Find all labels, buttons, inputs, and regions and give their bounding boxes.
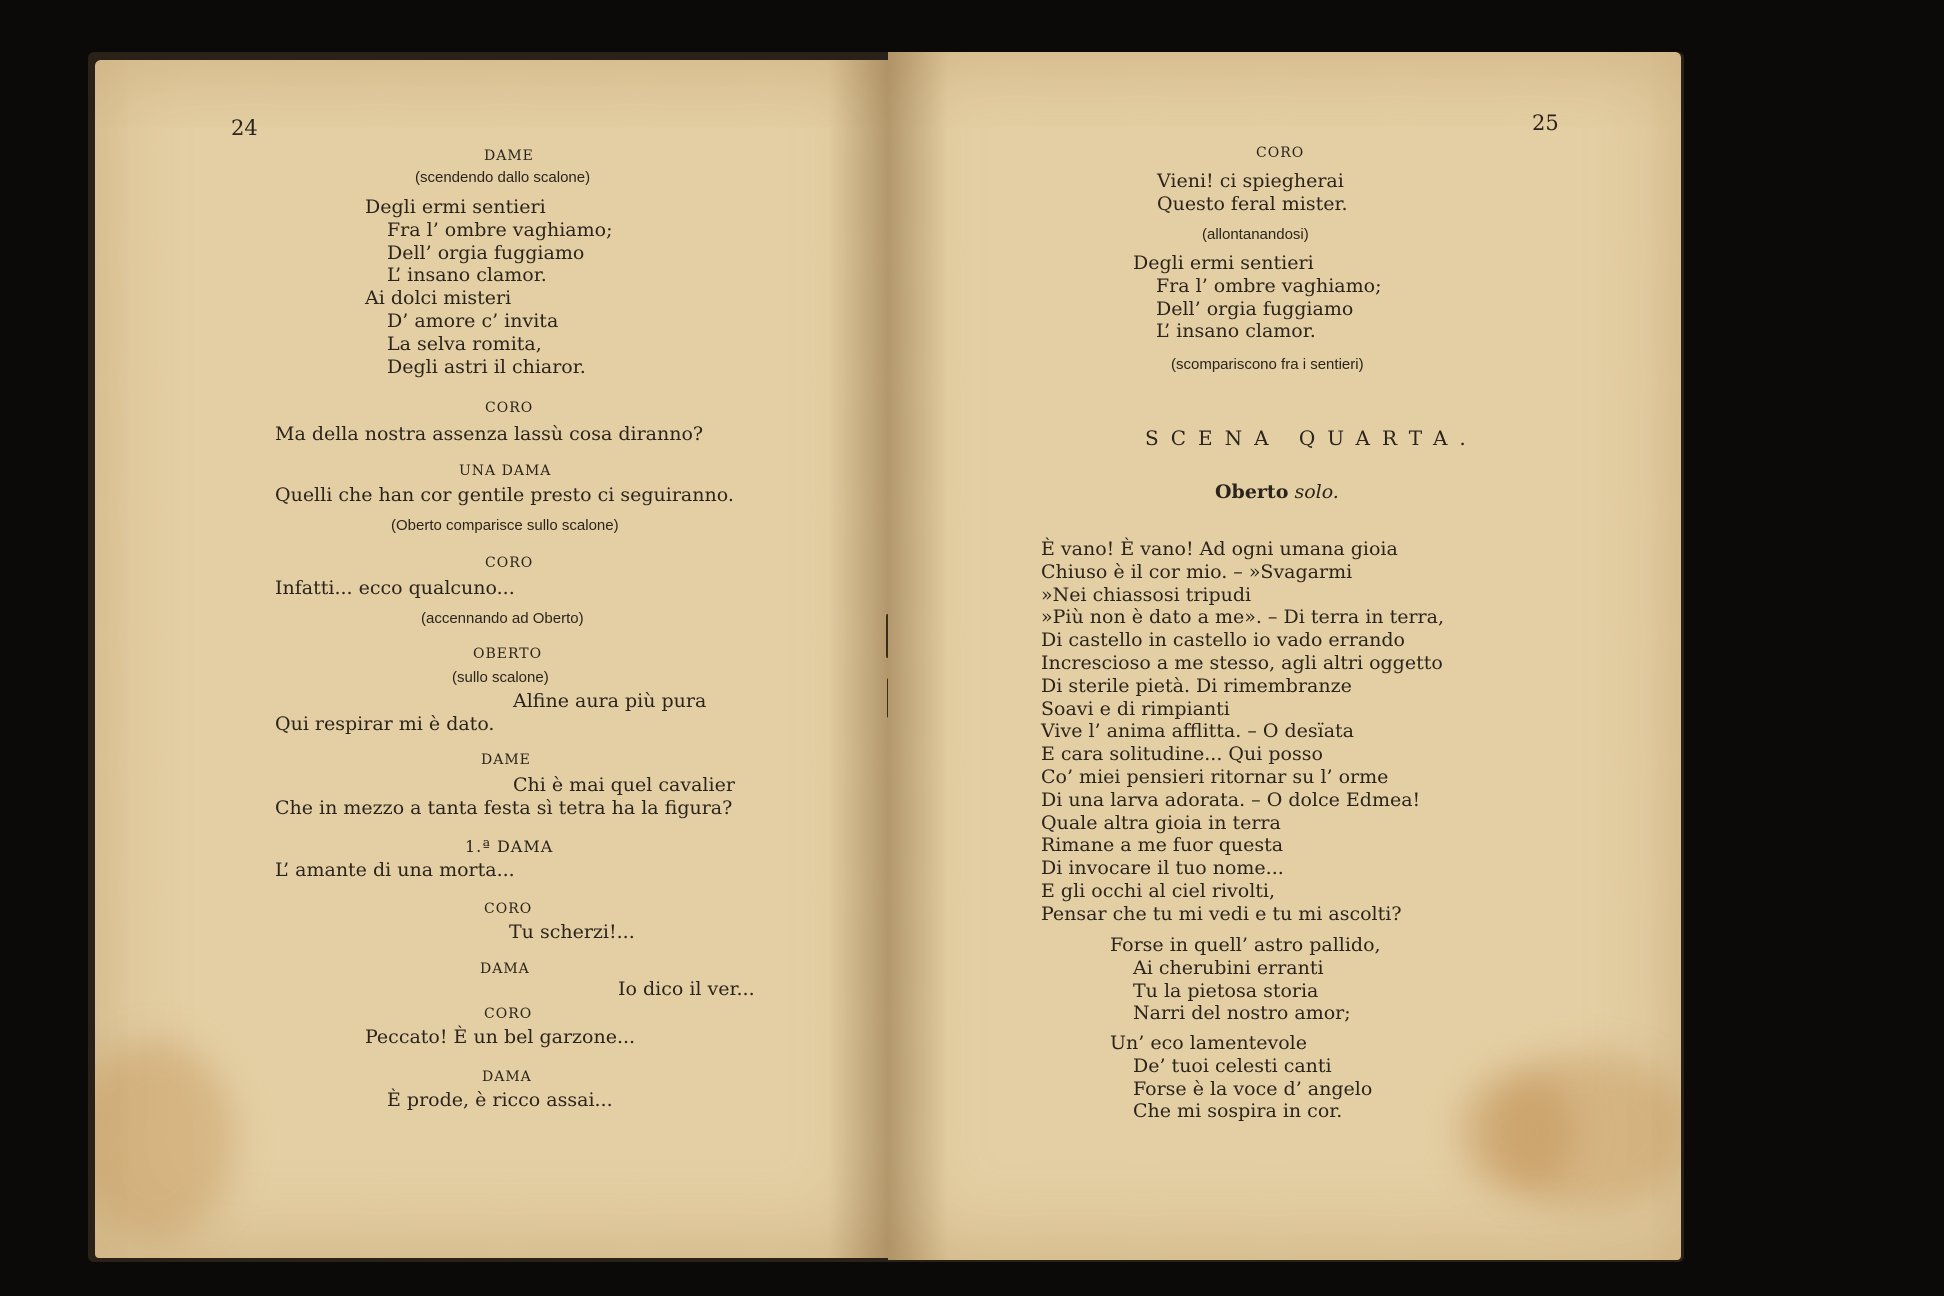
verse-line: E gli occhi al ciel rivolti, (1041, 879, 1276, 902)
verse-line: D’ amore c’ invita (387, 309, 559, 332)
left-page (95, 60, 888, 1258)
stage-direction: (allontanandosi) (1202, 226, 1309, 243)
verse-line: Vieni! ci spiegherai (1157, 170, 1344, 192)
page-number: 25 (1532, 111, 1559, 135)
verse-line: Chi è mai quel cavalier (513, 774, 735, 796)
speaker-label: CORO (484, 1006, 533, 1022)
speaker-label: DAMA (480, 961, 530, 977)
stage-direction: (sullo scalone) (452, 669, 549, 686)
verse-line: Degli ermi sentieri (1133, 252, 1314, 274)
verse-line: Ai dolci misteri (365, 287, 512, 310)
verse-block (1133, 252, 1382, 343)
speaker-label: OBERTO (473, 646, 543, 662)
speaker-label: DAME (481, 752, 531, 768)
verse-block (365, 196, 613, 378)
stage-direction: (scendendo dallo scalone) (415, 169, 591, 186)
verse-line: Qui respirar mi è dato. (275, 713, 495, 735)
verse-line: Vive l’ anima afflitta. – O desïata (1041, 720, 1354, 743)
verse-block (1157, 170, 1347, 216)
verse-line: Degli ermi sentieri (365, 196, 546, 218)
page-number: 24 (231, 116, 258, 140)
verse-line: Forse è la voce d’ angelo (1133, 1077, 1373, 1100)
verse-line: Dell’ orgia fuggiamo (387, 241, 585, 264)
verse-line: Fra l’ ombre vaghiamo; (387, 218, 613, 241)
verse-line: Di una larva adorata. – O dolce Edmea! (1041, 788, 1421, 811)
verse-line: Tu scherzi!... (509, 921, 635, 943)
paper-stain (95, 1040, 235, 1240)
verse-line: La selva romita, (387, 332, 542, 355)
stage-direction: (Oberto comparisce sullo scalone) (391, 517, 619, 534)
verse-line: »Nei chiassosi tripudi (1041, 583, 1252, 606)
verse-line: Che in mezzo a tanta festa sì tetra ha la figura? (275, 797, 733, 819)
verse-line: Di invocare il tuo nome... (1041, 857, 1284, 880)
verse-line: Co’ miei pensieri ritornar su l’ orme (1041, 765, 1389, 788)
verse-block (1110, 1032, 1372, 1123)
speaker-label: CORO (1256, 145, 1305, 161)
verse-line: Tu la pietosa storia (1133, 979, 1319, 1002)
verse-line: »Più non è dato a me». – Di terra in terra, (1041, 606, 1444, 629)
verse-line: L’ amante di una morta... (275, 859, 515, 881)
scene-heading: SCENA QUARTA. (1145, 426, 1478, 450)
verse-line: Questo feral mister. (1157, 192, 1348, 215)
verse-line: È vano! È vano! Ad ogni umana gioia (1041, 538, 1398, 560)
verse-line: Dell’ orgia fuggiamo (1156, 297, 1354, 320)
verse-line: Di castello in castello io vado errando (1041, 629, 1405, 652)
verse-line: De’ tuoi celesti canti (1133, 1054, 1332, 1077)
verse-line: L’ insano clamor. (1156, 320, 1316, 343)
verse-line: Forse in quell’ astro pallido, (1110, 934, 1381, 956)
speaker-label: UNA DAMA (459, 463, 552, 479)
speaker-label: DAME (484, 148, 534, 164)
right-page (888, 52, 1681, 1260)
character-note: solo. (1294, 481, 1339, 503)
verse-line: Increscioso a me stesso, agli altri oggetto (1041, 651, 1443, 674)
verse-line: Un’ eco lamentevole (1110, 1032, 1307, 1054)
verse-line: Chiuso è il cor mio. – »Svagarmi (1041, 560, 1353, 583)
verse-line: Narri del nostro amor; (1133, 1002, 1351, 1025)
character-name: Oberto (1215, 481, 1289, 503)
verse-line: Io dico il ver... (618, 978, 755, 1000)
speaker-label: 1.ª DAMA (465, 837, 554, 856)
stage-direction: (accennando ad Oberto) (421, 610, 584, 627)
verse-line: L’ insano clamor. (387, 264, 547, 287)
verse-line: Soavi e di rimpianti (1041, 697, 1230, 720)
verse-block (1110, 934, 1381, 1025)
verse-line: Fra l’ ombre vaghiamo; (1156, 274, 1382, 297)
paper-stain (1458, 1072, 1578, 1192)
speaker-label: DAMA (482, 1069, 532, 1085)
monologue-block (1041, 538, 1444, 926)
verse-line: Ma della nostra assenza lassù cosa diranno? (275, 423, 704, 445)
verse-line: Di sterile pietà. Di rimembranze (1041, 674, 1352, 697)
verse-line: Infatti... ecco qualcuno... (275, 577, 515, 599)
verse-line: Alfine aura più pura (513, 690, 707, 712)
stage-direction: (scompariscono fra i sentieri) (1171, 356, 1364, 373)
verse-line: Quale altra gioia in terra (1041, 811, 1281, 834)
verse-line: Rimane a me fuor questa (1041, 834, 1284, 857)
verse-line: Degli astri il chiaror. (387, 355, 586, 378)
verse-line: È prode, è ricco assai... (387, 1089, 613, 1111)
speaker-label: CORO (485, 555, 534, 571)
verse-line: Peccato! È un bel garzone... (365, 1026, 636, 1048)
verse-line: Ai cherubini erranti (1133, 956, 1324, 979)
verse-line: Che mi sospira in cor. (1133, 1100, 1343, 1123)
verse-line: Pensar che tu mi vedi e tu mi ascolti? (1041, 902, 1402, 925)
speaker-label: CORO (484, 901, 533, 917)
verse-line: E cara solitudine... Qui posso (1041, 743, 1323, 766)
verse-line: Quelli che han cor gentile presto ci seguiranno. (275, 484, 734, 506)
scene-character (1215, 481, 1339, 504)
speaker-label: CORO (485, 400, 534, 416)
